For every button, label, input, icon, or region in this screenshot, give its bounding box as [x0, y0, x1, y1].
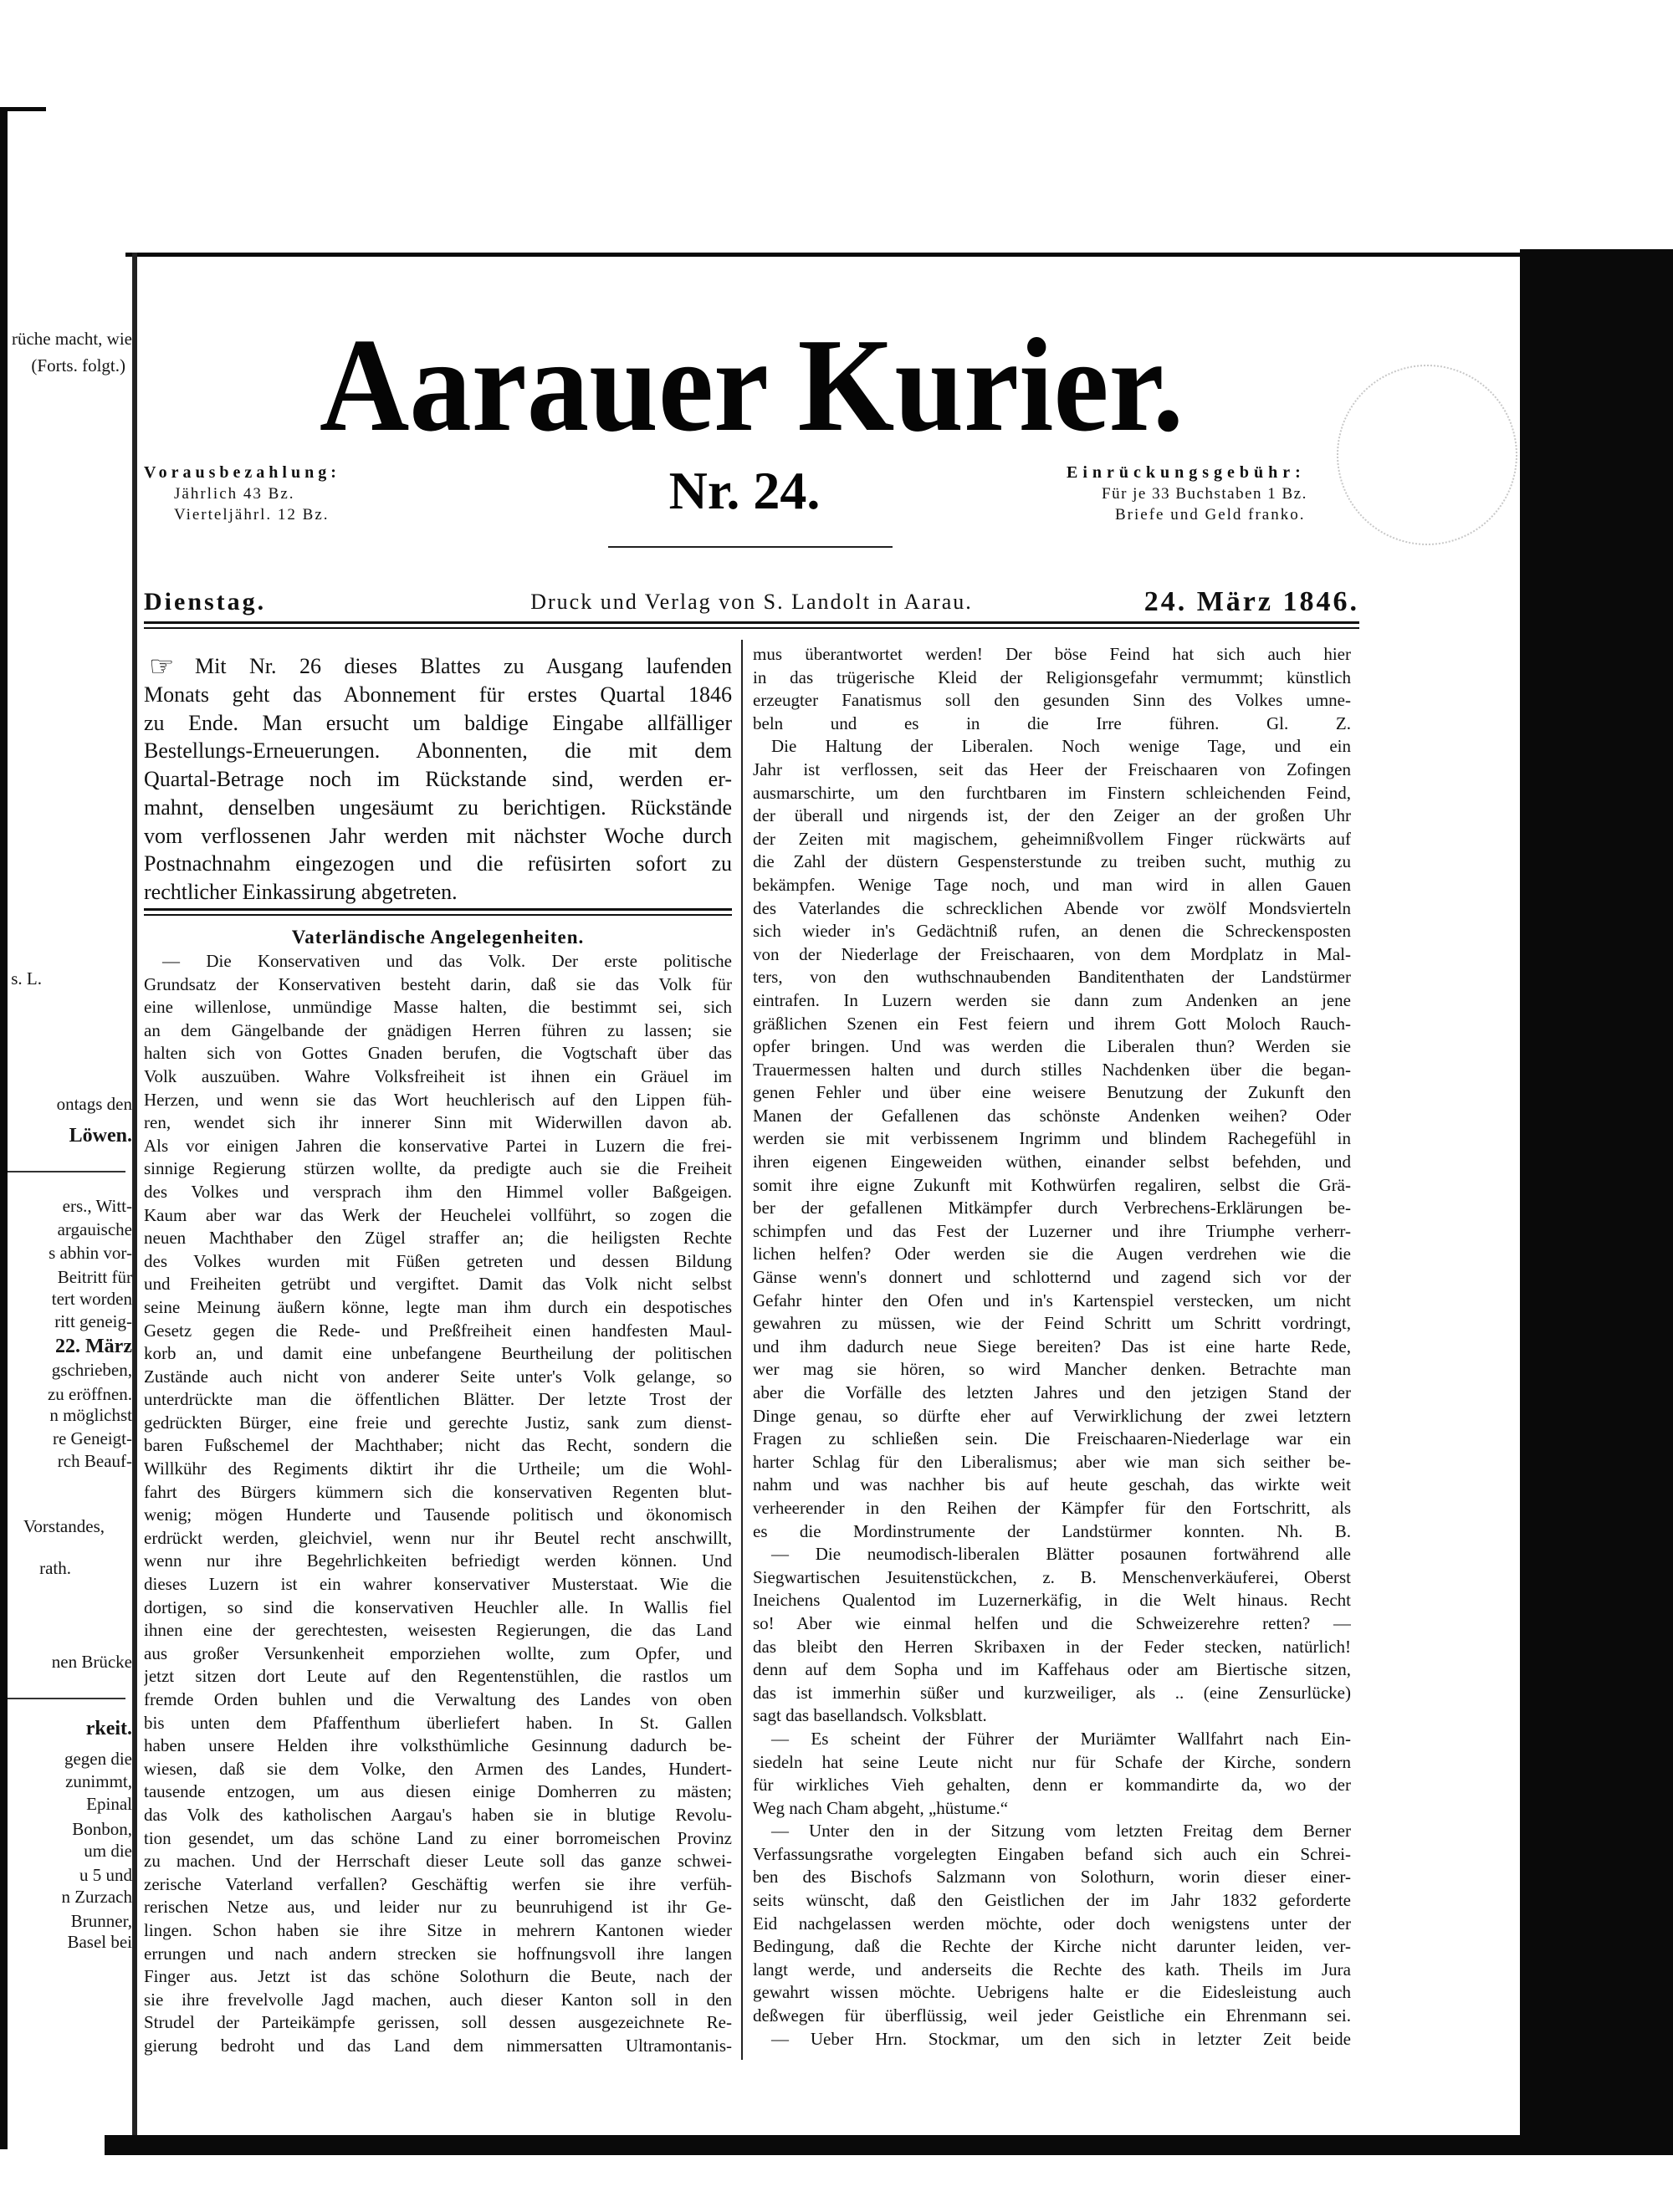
article-line: erzeugter Fanatismus soll den gesunden Sinn des Volkes umne-: [753, 690, 1351, 711]
article-line: ausmarschirte, um den furchtbaren im Finstern schleichenden Feind,: [753, 782, 1351, 803]
article-line: Gesetz gegen die Rede- und Preßfreiheit einen handfesten Maul-: [144, 1320, 732, 1341]
previous-page-fragment: Löwen.: [69, 1125, 132, 1147]
subscription-yearly: Jährlich 43 Bz.: [174, 485, 295, 503]
article-line: das bleibt den Herren Skribaxen in der Feder stecken, natürlich!: [753, 1636, 1351, 1657]
article-line: — Unter den in der Sitzung vom letzten Freitag dem Berner: [771, 1821, 1351, 1842]
article-line: das Volk des katholischen Aargau's haben sie in blutige Revolu-: [144, 1804, 732, 1825]
article-line: lichen helfen? Oder werden sie die Augen verdrehen wie die: [753, 1244, 1351, 1264]
previous-page-fragment: zu eröffnen.: [47, 1384, 132, 1404]
article-line: — Ueber Hrn. Stockmar, um den sich in letzter Zeit beide: [771, 2028, 1351, 2049]
insertion-fee-heading: Einrückungsgebühr:: [1067, 463, 1306, 482]
article-line: Verfassungsrathe vorgelegten Eingaben befand sich auch ein Schrei-: [753, 1843, 1351, 1864]
article-line: Grundsatz der Konservativen besteht darin, daß sie das Volk für: [144, 973, 732, 994]
previous-page-fragment: ers., Witt-: [62, 1196, 132, 1216]
article-line: ihnen eine der gerechtesten, weisesten Regierungen, die das Land: [144, 1620, 732, 1641]
article-line: somit ihre eigne Zukunft mit Kothwürfen regaliren, selbst die Grä-: [753, 1174, 1351, 1195]
article-line: das ist immerhin süßer und kurzweiliger, als .. (eine Zensurlücke): [753, 1682, 1351, 1703]
article-line: schimpfen und das Fest der Luzerner und ihre Triumphe verherr-: [753, 1220, 1351, 1241]
article-line: lingen. Schon haben sie ihre Sitze in mehrern Kantonen wieder: [144, 1919, 732, 1940]
article-line: Gefahr hinter den Ofen und in's Kartenspiel verstecken, um nicht: [753, 1290, 1351, 1310]
article-line: fahrt des Bürgers kümmern sich die konservativen Regenten blut-: [144, 1481, 732, 1502]
previous-page-fragment: gschrieben,: [51, 1360, 132, 1380]
article-line: Herzen, und wenn sie das Wort heuchlerisch auf den Lippen füh-: [144, 1089, 732, 1110]
page-top-edge: [125, 253, 1520, 257]
article-line: ihren eigenen Eingeweiden wüthen, einander selbst befehden, und: [753, 1152, 1351, 1172]
previous-page-rule: [0, 1171, 125, 1172]
article-line: für wirkliches Vieh gehalten, denn er kommandirte da, wo der: [753, 1775, 1351, 1796]
article-line: erdrückt werden, gleichviel, wenn nur ihr Beutel recht anschwillt,: [144, 1527, 732, 1548]
article-line: Kaum aber war das Werk der Heuchelei vollführt, so zogen die: [144, 1204, 732, 1225]
article-line: dortigen, so sind die konservativen Heuchler alle. In Wallis fiel: [144, 1596, 732, 1617]
article-line: an dem Gängelbande der gnädigen Herren führen zu lassen; sie: [144, 1019, 732, 1040]
article-line: Willkühr des Regiments diktirt ihr die Urtheile; um die Wohl-: [144, 1458, 732, 1479]
insertion-fee-rate: Für je 33 Buchstaben 1 Bz.: [1102, 485, 1307, 503]
article-line: wenig; mögen Hunderte und Tausende politisch und ökonomisch: [144, 1504, 732, 1525]
previous-page-strip: [0, 0, 134, 2212]
article-line: unterdrückte man die öffentlichen Blätter. Der letzte Trost der: [144, 1389, 732, 1410]
article-line: der Zeiten mit magischem, geheimnißvollem Finger rückwärts auf: [753, 828, 1351, 849]
previous-page-fragment: 22. März: [55, 1336, 132, 1357]
article-line: wenn nur ihre Begehrlichkeiten befriedigt werden können. Und: [144, 1550, 732, 1571]
article-line: — Es scheint der Führer der Muriämter Wallfahrt nach Ein-: [771, 1728, 1351, 1749]
article-line: des Volkes wurden mit Füßen getreten und dessen Bildung: [144, 1250, 732, 1271]
newspaper-title: Aarauer Kurier.: [319, 310, 1184, 459]
article-line: Jahr ist verflossen, seit das Heer der Freischaaren von Zofingen: [753, 759, 1351, 779]
previous-page-fragment: n Zurzach: [61, 1887, 132, 1907]
article-line: denn auf dem Sopha und im Kaffehaus oder am Biertische sitzen,: [753, 1659, 1351, 1680]
notice-line: vom verflossenen Jahr werden mit nächster Woche durch: [144, 823, 732, 848]
previous-page-fragment: ontags den: [56, 1094, 132, 1114]
previous-page-fragment: Vorstandes,: [23, 1516, 105, 1536]
article-line: es die Mordinstrumente der Landstürmer konnten. Nh. B.: [753, 1520, 1351, 1541]
article-line: Zustände auch nicht von anderer Seite unter's Volk gelange, so: [144, 1366, 732, 1387]
article-line: Weg nach Cham abgeht, „hüstume.“: [753, 1797, 1009, 1818]
right-column-body: [753, 643, 1351, 2051]
article-line: korb an, und damit eine unbefangene Beurtheilung der politischen: [144, 1343, 732, 1364]
article-line: Volk auszuüben. Wahre Volksfreiheit ist ihnen ein Gräuel im: [144, 1065, 732, 1086]
article-line: zerische Vaterland verfallen? Geschäftig werfen sie ihre verfüh-: [144, 1873, 732, 1894]
scan-bottom-border: [105, 2135, 1520, 2155]
article-line: aus großer Versunkenheit emporziehen wollte, zum Opfer, und: [144, 1642, 732, 1663]
previous-page-fragment: rkeit.: [85, 1718, 132, 1739]
article-line: des Volkes und versprach ihm den Himmel voller Baßgeigen.: [144, 1181, 732, 1202]
issue-weekday: Dienstag.: [144, 588, 267, 616]
previous-page-fragment: n möglichst: [49, 1405, 132, 1425]
article-line: haben unsere Helden ihre volksthümliche Gesinnung dadurch be-: [144, 1735, 732, 1756]
article-line: errungen und nach andern strecken sie hoffnungsvoll ihre langen: [144, 1943, 732, 1964]
article-line: Als vor einigen Jahren die konservative Partei in Luzern die frei-: [144, 1135, 732, 1156]
article-line: sich wieder in's Gedächtniß rufen, an denen die Schreckensposten: [753, 921, 1351, 942]
article-line: halten sich von Gottes Gnaden berufen, die Vogtschaft über das: [144, 1043, 732, 1064]
article-line: aber die Vorfälle des letzten Jahres und den jetzigen Stand der: [753, 1382, 1351, 1402]
article-line: Fragen zu schließen sein. Die Freischaaren-Niederlage war ein: [753, 1428, 1351, 1449]
article-line: Bedingung, daß die Rechte der Kirche nicht darunter leiden, ver-: [753, 1936, 1351, 1957]
notice-line: Mit Nr. 26 dieses Blattes zu Ausgang laufenden: [195, 654, 732, 678]
previous-page-fragment: gegen die: [64, 1749, 132, 1769]
previous-page-fragment: ritt geneig-: [54, 1311, 132, 1331]
previous-page-fragment: rath.: [39, 1558, 71, 1578]
article-line: verheerender in den Reihen der Kämpfer für den Fortschritt, als: [753, 1497, 1351, 1518]
article-line: tion gesendet, um das schöne Land zu einer borromeischen Provinz: [144, 1827, 732, 1848]
notice-line: rechtlicher Einkassirung abgetreten.: [144, 880, 458, 904]
previous-page-fragment: s. L.: [11, 968, 42, 989]
article-line: sagt das basellandsch. Volksblatt.: [753, 1705, 987, 1726]
previous-page-fragment: nen Brücke: [51, 1652, 132, 1672]
notice-double-rule: [144, 908, 732, 916]
article-line: ters, von den wuthschnaubenden Banditenthaten der Landstürmer: [753, 967, 1351, 988]
article-line: gräßlichen Szenen ein Fest feiern und ihrem Gott Moloch Rauch-: [753, 1013, 1351, 1034]
article-line: Eid nachgelassen werden möchte, oder doch wenigstens unter der: [753, 1913, 1351, 1934]
article-line: eintrafen. In Luzern werden sie dann zum Andenken an jene: [753, 989, 1351, 1010]
previous-page-fragment: rüche macht, wie: [11, 329, 132, 349]
article-line: nahm und was nachher bis auf heute geschah, das wirkte weit: [753, 1474, 1351, 1495]
article-line: gedrückten Bürger, eine freie und gerechte Justiz, sank zum dienst-: [144, 1412, 732, 1433]
article-line: Strudel der Parteikämpfe gerissen, soll dessen ausgezeichnete Re-: [144, 2012, 732, 2033]
article-line: — Die neumodisch-liberalen Blätter posaunen fortwährend alle: [771, 1544, 1351, 1565]
article-line: opfer bringen. Und was werden die Liberalen thun? Werden sie: [753, 1036, 1351, 1057]
article-line: dieses Luzern ist ein wahrer konservativer Musterstaat. Wie die: [144, 1574, 732, 1595]
article-line: von der Niederlage der Freischaaren, von dem Mordplatz in Mal-: [753, 943, 1351, 964]
article-line: fremde Orden buhlen und die Verwaltung des Landes von oben: [144, 1689, 732, 1709]
article-line: und ihm dadurch neue Siege bereiten? Das ist eine harte Rede,: [753, 1336, 1351, 1356]
scan-left-edge: [0, 109, 8, 2149]
insertion-fee-postage: Briefe und Geld franko.: [1115, 506, 1306, 524]
article-line: so! Aber wie einmal helfen und die Schweizerehre retten? —: [753, 1612, 1351, 1633]
article-line: bis unten dem Pfaffenthum überliefert haben. In St. Gallen: [144, 1712, 732, 1733]
article-line: bekämpfen. Wenige Tage noch, und man wird in allen Gauen: [753, 874, 1351, 895]
article-line: jetzt sitzen dort Leute auf den Regentenstühlen, die rastlos um: [144, 1666, 732, 1687]
previous-page-fragment: Epinal: [86, 1794, 132, 1814]
article-line: eine willenlose, unmündige Masse halten, die bestimmt sei, sich: [144, 997, 732, 1018]
article-line: gewahren zu müssen, wie der Feind Schritt um Schritt vordringt,: [753, 1313, 1351, 1334]
article-line: Ineichens Qualentod im Luzernerkäfig, in die Welt hinaus. Recht: [753, 1590, 1351, 1611]
article-line: harter Schlag für den Liberalismus; aber wie man sich seither be-: [753, 1451, 1351, 1472]
previous-page-fragment: Basel bei: [67, 1932, 132, 1952]
article-line: Manen der Gefallenen das schönste Andenken weihen? Oder: [753, 1105, 1351, 1126]
article-line: tausende entzogen, um aus diesen einige Domherren zu mästen;: [144, 1781, 732, 1802]
previous-page-fragment: zunimmt,: [65, 1771, 132, 1791]
article-line: sie ihre frevelvolle Jagd machen, auch dieser Kanton soll in den: [144, 1989, 732, 2010]
issue-number-rule: [608, 546, 893, 548]
subscription-quarterly: Vierteljährl. 12 Bz.: [174, 506, 330, 524]
issue-number: Nr. 24.: [668, 461, 821, 520]
issue-date: 24. März 1846.: [1143, 586, 1359, 617]
article-line: in das trügerische Kleid der Religionsgefahr vermummt; künstlich: [753, 667, 1351, 687]
scan-right-border: [1520, 249, 1673, 2155]
article-line: werden sie mit verbissenem Ingrimm und blindem Rachegefühl in: [753, 1128, 1351, 1149]
previous-page-fragment: um die: [84, 1841, 132, 1861]
article-line: ben des Bischofs Salzmann von Solothurn, worin dieser einer-: [753, 1867, 1351, 1888]
article-line: und Freiheiten getrübt und vergiftet. Damit das Volk nicht selbst: [144, 1274, 732, 1295]
notice-line: Postnachnahm eingezogen und die refüsirten sofort zu: [144, 851, 732, 876]
previous-page-fragment: re Geneigt-: [52, 1428, 132, 1448]
article-line: zu machen. Und der Herrschaft dieser Leute soll das ganze schwei-: [144, 1851, 732, 1872]
masthead-double-rule: [144, 621, 1359, 629]
page-gutter: [132, 253, 137, 2141]
notice-line: mahnt, denselben ungesäumt zu berichtigen. Rückstände: [144, 794, 732, 820]
article-line: die Zahl der düstern Gespensterstunde zu treiben sucht, muthig zu: [753, 851, 1351, 872]
article-line: neuen Machthaber den Zügel straffer an; die heiligsten Rechte: [144, 1228, 732, 1249]
article-line: wer mag sie hören, so wird Mancher denken. Betrachte man: [753, 1359, 1351, 1380]
previous-page-rule: [0, 1698, 125, 1699]
notice-line: Monats geht das Abonnement für erstes Quartal 1846: [144, 682, 732, 707]
previous-page-fragment: Bonbon,: [72, 1819, 132, 1839]
notice-line: Bestellungs-Erneuerungen. Abonnenten, die mit dem: [144, 738, 732, 764]
previous-page-fragment: u 5 und: [79, 1865, 132, 1885]
previous-page-fragment: argauische: [57, 1219, 132, 1239]
article-line: genen Fehler und über eine weisere Benutzung der Zukunft den: [753, 1082, 1351, 1103]
article-line: Finger aus. Jetzt ist das schöne Solothurn die Beute, nach der: [144, 1966, 732, 1987]
left-column-body: [144, 950, 732, 2058]
article-line: siedeln hat seine Leute nicht nur für Schafe der Kirche, sondern: [753, 1751, 1351, 1772]
article-line: Gänse wenn's donnert und schlotternd und zagend sich vor der: [753, 1267, 1351, 1288]
article-line: ber der gefallenen Mitkämpfer durch Verbrechens-Erklärungen be-: [753, 1198, 1351, 1218]
pointing-hand-icon: ☞: [149, 650, 175, 683]
notice-line: zu Ende. Man ersucht um baldige Eingabe allfälliger: [144, 710, 732, 735]
column-divider: [741, 640, 743, 2060]
article-line: deßwegen für überflüssig, weil jeder Geistliche ein Ehrenmann sei.: [753, 2005, 1351, 2026]
subscription-heading: Vorausbezahlung:: [144, 463, 340, 482]
article-line: sinnige Regierung stürzen wollte, da predigte auch sie die Freiheit: [144, 1158, 732, 1179]
notice-line: Quartal-Betrage noch im Rückstande sind, werden er-: [144, 767, 732, 791]
section-title: Vaterländische Angelegenheiten.: [291, 927, 585, 948]
article-line: Trauermessen halten und durch stilles Nachdenken über die began-: [753, 1059, 1351, 1080]
article-line: langt werde, und anderseits die Rechte des kath. Theils im Jura: [753, 1959, 1351, 1980]
previous-page-fragment: Brunner,: [70, 1911, 132, 1931]
article-line: des Vaterlandes die schrecklichen Abende vor zwölf Mondsvierteln: [753, 897, 1351, 918]
article-line: mus überantwortet werden! Der böse Feind hat sich auch hier: [753, 644, 1351, 664]
previous-page-fragment: s abhin vor-: [49, 1243, 132, 1263]
article-line: gewahrt wissen möchte. Uebrigens halte er die Eidesleistung auch: [753, 1982, 1351, 2003]
article-line: seine Meinung äußern könne, legte man ihm durch ein despotisches: [144, 1296, 732, 1317]
article-line: Dinge genau, so dürfte eher auf Verwirklichung der zwei letztern: [753, 1405, 1351, 1426]
scan-top-left-edge: [0, 107, 46, 111]
article-line: seits wünscht, daß den Geistlichen der im Jahr 1832 geforderte: [753, 1890, 1351, 1911]
article-line: Die Haltung der Liberalen. Noch wenige Tage, und ein: [771, 736, 1351, 757]
article-line: der überall und nirgends ist, der den Zeiger an der großen Uhr: [753, 805, 1351, 826]
imprint-line: Druck und Verlag von S. Landolt in Aarau.: [530, 590, 973, 614]
subscription-notice: [144, 652, 732, 907]
article-line: baren Fußschemel der Machthaber; nicht das Recht, sondern die: [144, 1435, 732, 1456]
article-line: ren, wendet sich ihr innerer Sinn mit Widerwillen davon ab.: [144, 1112, 732, 1133]
previous-page-fragment: Beitritt für: [57, 1267, 132, 1287]
article-line: wiesen, daß sie dem Volke, den Armen des Landes, Hundert-: [144, 1758, 732, 1779]
article-line: Siegwartischen Jesuitenstückchen, z. B. Menschenverkäuferei, Oberst: [753, 1566, 1351, 1587]
article-line: rerischen Netze aus, und leider nur zu beunruhigend ist ihr Ge-: [144, 1897, 732, 1918]
previous-page-fragment: rch Beauf-: [57, 1451, 132, 1471]
previous-page-fragment: tert worden: [51, 1289, 132, 1309]
article-line: beln und es in die Irre führen. Gl. Z.: [753, 713, 1351, 733]
article-line: — Die Konservativen und das Volk. Der erste politische: [162, 951, 732, 971]
previous-page-fragment: (Forts. folgt.): [31, 355, 125, 375]
archive-stamp-icon: [1337, 365, 1517, 545]
article-line: gierung bedroht und das Land dem nimmersatten Ultramontanis-: [144, 2035, 732, 2056]
